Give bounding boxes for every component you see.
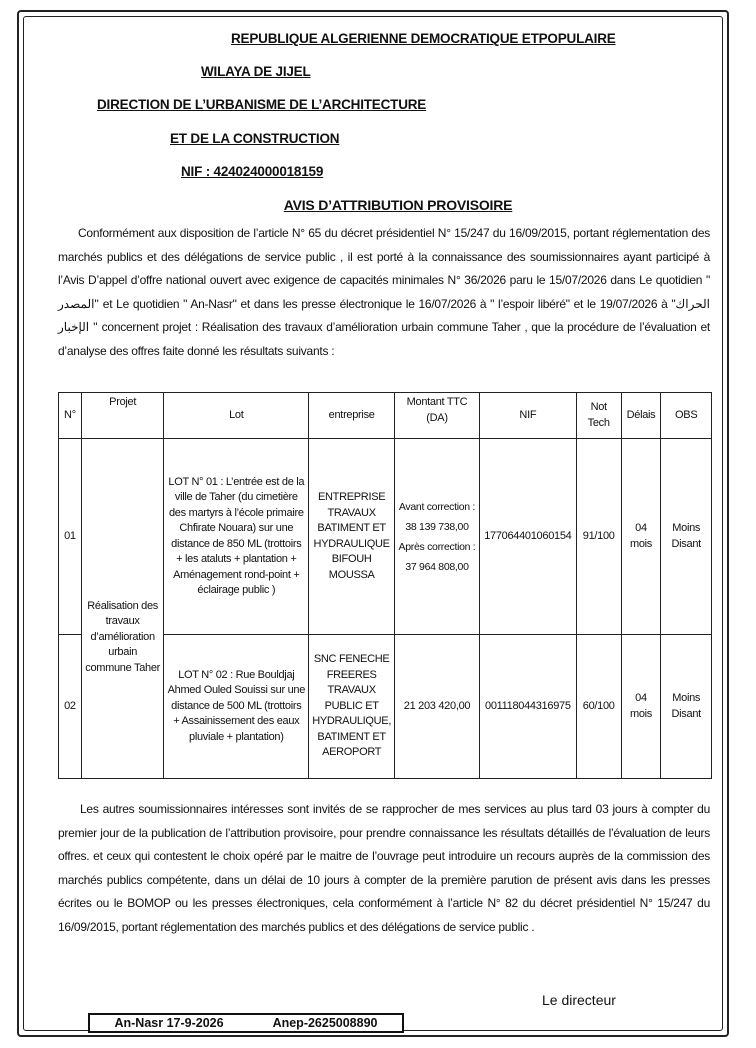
header-entreprise: entreprise <box>309 393 395 439</box>
obs-cell: Moins Disant <box>661 635 712 779</box>
nif-cell: 001118044316975 <box>479 635 576 779</box>
note-cell: 91/100 <box>576 439 621 635</box>
closing-paragraph <box>58 798 710 939</box>
document-title: AVIS D’ATTRIBUTION PROVISOIRE <box>283 197 513 213</box>
intro-text: Conformément aux disposition de l’article N° 65 du décret présidentiel N° 15/247 du 16/09/2015, portant réglementation des marchés publics et des délégations de service public , il est porté à la connaissance des soumissionnaires ayant participé à l’Avis D’appel d’offre national ouvert avec exigence de capacités minimales N° 36/2026 paru le 15/07/2026 dans Le quotidien " المصدر" et Le quotidien " An-Nasr" et dans les presse électronique le 16/07/2026 à " l’espoir libéré" et le 19/07/2026 à "الحراك الإخبار " concernent projet : Réalisation des travaux d’amélioration urbain commune Taher , que la procédure de l’évaluation et d’analyse des offres faite donné les résultats suivants : <box>58 226 710 358</box>
nif-cell: 177064401060154 <box>479 439 576 635</box>
header-republic: REPUBLIQUE ALGERIENNE DEMOCRATIQUE ETPOPULAIRE <box>231 31 616 46</box>
table-header-row <box>59 393 712 439</box>
delais-cell: 04 mois <box>621 635 661 779</box>
projet-cell: Réalisation des travaux d’amélioration urbain commune Taher <box>81 439 164 779</box>
montant-cell: 21 203 420,00 <box>395 635 480 779</box>
montant-cell: Avant correction : 38 139 738,00 Après correction : 37 964 808,00 <box>395 439 480 635</box>
header-nif: NIF : 424024000018159 <box>181 164 324 179</box>
header-nif: NIF <box>479 393 576 439</box>
header-wilaya: WILAYA DE JIJEL <box>201 64 311 79</box>
obs-cell: Moins Disant <box>661 439 712 635</box>
newspaper-reference: An-Nasr 17-9-2026 <box>114 1016 224 1030</box>
header-obs: OBS <box>661 393 712 439</box>
table-row <box>59 439 712 635</box>
delais-cell: 04 mois <box>621 439 661 635</box>
note-cell: 60/100 <box>576 635 621 779</box>
lot-cell: LOT N° 02 : Rue Bouldjaj Ahmed Ouled Souissi sur une distance de 500 ML (trottoirs + Assainissement des eaux pluviale + plantation) <box>164 635 309 779</box>
signature: Le directeur <box>542 992 616 1008</box>
header-lot: Lot <box>164 393 309 439</box>
intro-paragraph <box>58 222 710 363</box>
header-direction-line2: ET DE LA CONSTRUCTION <box>170 131 340 146</box>
closing-text: Les autres soumissionnaires intéresses sont invités de se rapprocher de mes services au plus tard 03 jours à compter du premier jour de la publication de l’attribution provisoire, pour prendre connaissance les résultats détaillés de l’évaluation de leurs offres. et ceux qui contestent le choix opéré par le maitre de l’ouvrage peut introduire un recours auprès de la commission des marchés publics compétente, dans un délai de 10 jours à compter de la première parution de présent avis dans les presses écrites ou le BOMOP ou les presses électroniques, cela conformément à l’article N° 82 du décret présidentiel N° 15/247 du 16/09/2015, portant réglementation des marchés publics et des délégations de service public . <box>58 802 710 934</box>
results-table <box>58 392 712 779</box>
entreprise-cell: ENTREPRISE TRAVAUX BATIMENT ET HYDRAULIQUE BIFOUH MOUSSA <box>309 439 395 635</box>
lot-cell: LOT N° 01 : L’entrée est de la ville de Taher (du cimetière des martyrs à l’école primaire Chfirate Nouara) sur une distance de 850 ML (trottoirs + les ataluts + plantation + Aménagement rond-point + éclairage public ) <box>164 439 309 635</box>
anep-reference: Anep-2625008890 <box>272 1016 378 1030</box>
row-number: 02 <box>59 635 82 779</box>
header-n: N° <box>59 393 82 439</box>
header-projet: Projet <box>81 393 164 439</box>
row-number: 01 <box>59 439 82 635</box>
header-direction-line1: DIRECTION DE L’URBANISME DE L’ARCHITECTURE <box>97 97 427 112</box>
entreprise-cell: SNC FENECHE FREERES TRAVAUX PUBLIC ET HYDRAULIQUE, BATIMENT ET AEROPORT <box>309 635 395 779</box>
header-delais: Délais <box>621 393 661 439</box>
header-note: Not Tech <box>576 393 621 439</box>
header-montant: Montant TTC (DA) <box>395 393 480 439</box>
publication-reference-box <box>88 1013 404 1033</box>
